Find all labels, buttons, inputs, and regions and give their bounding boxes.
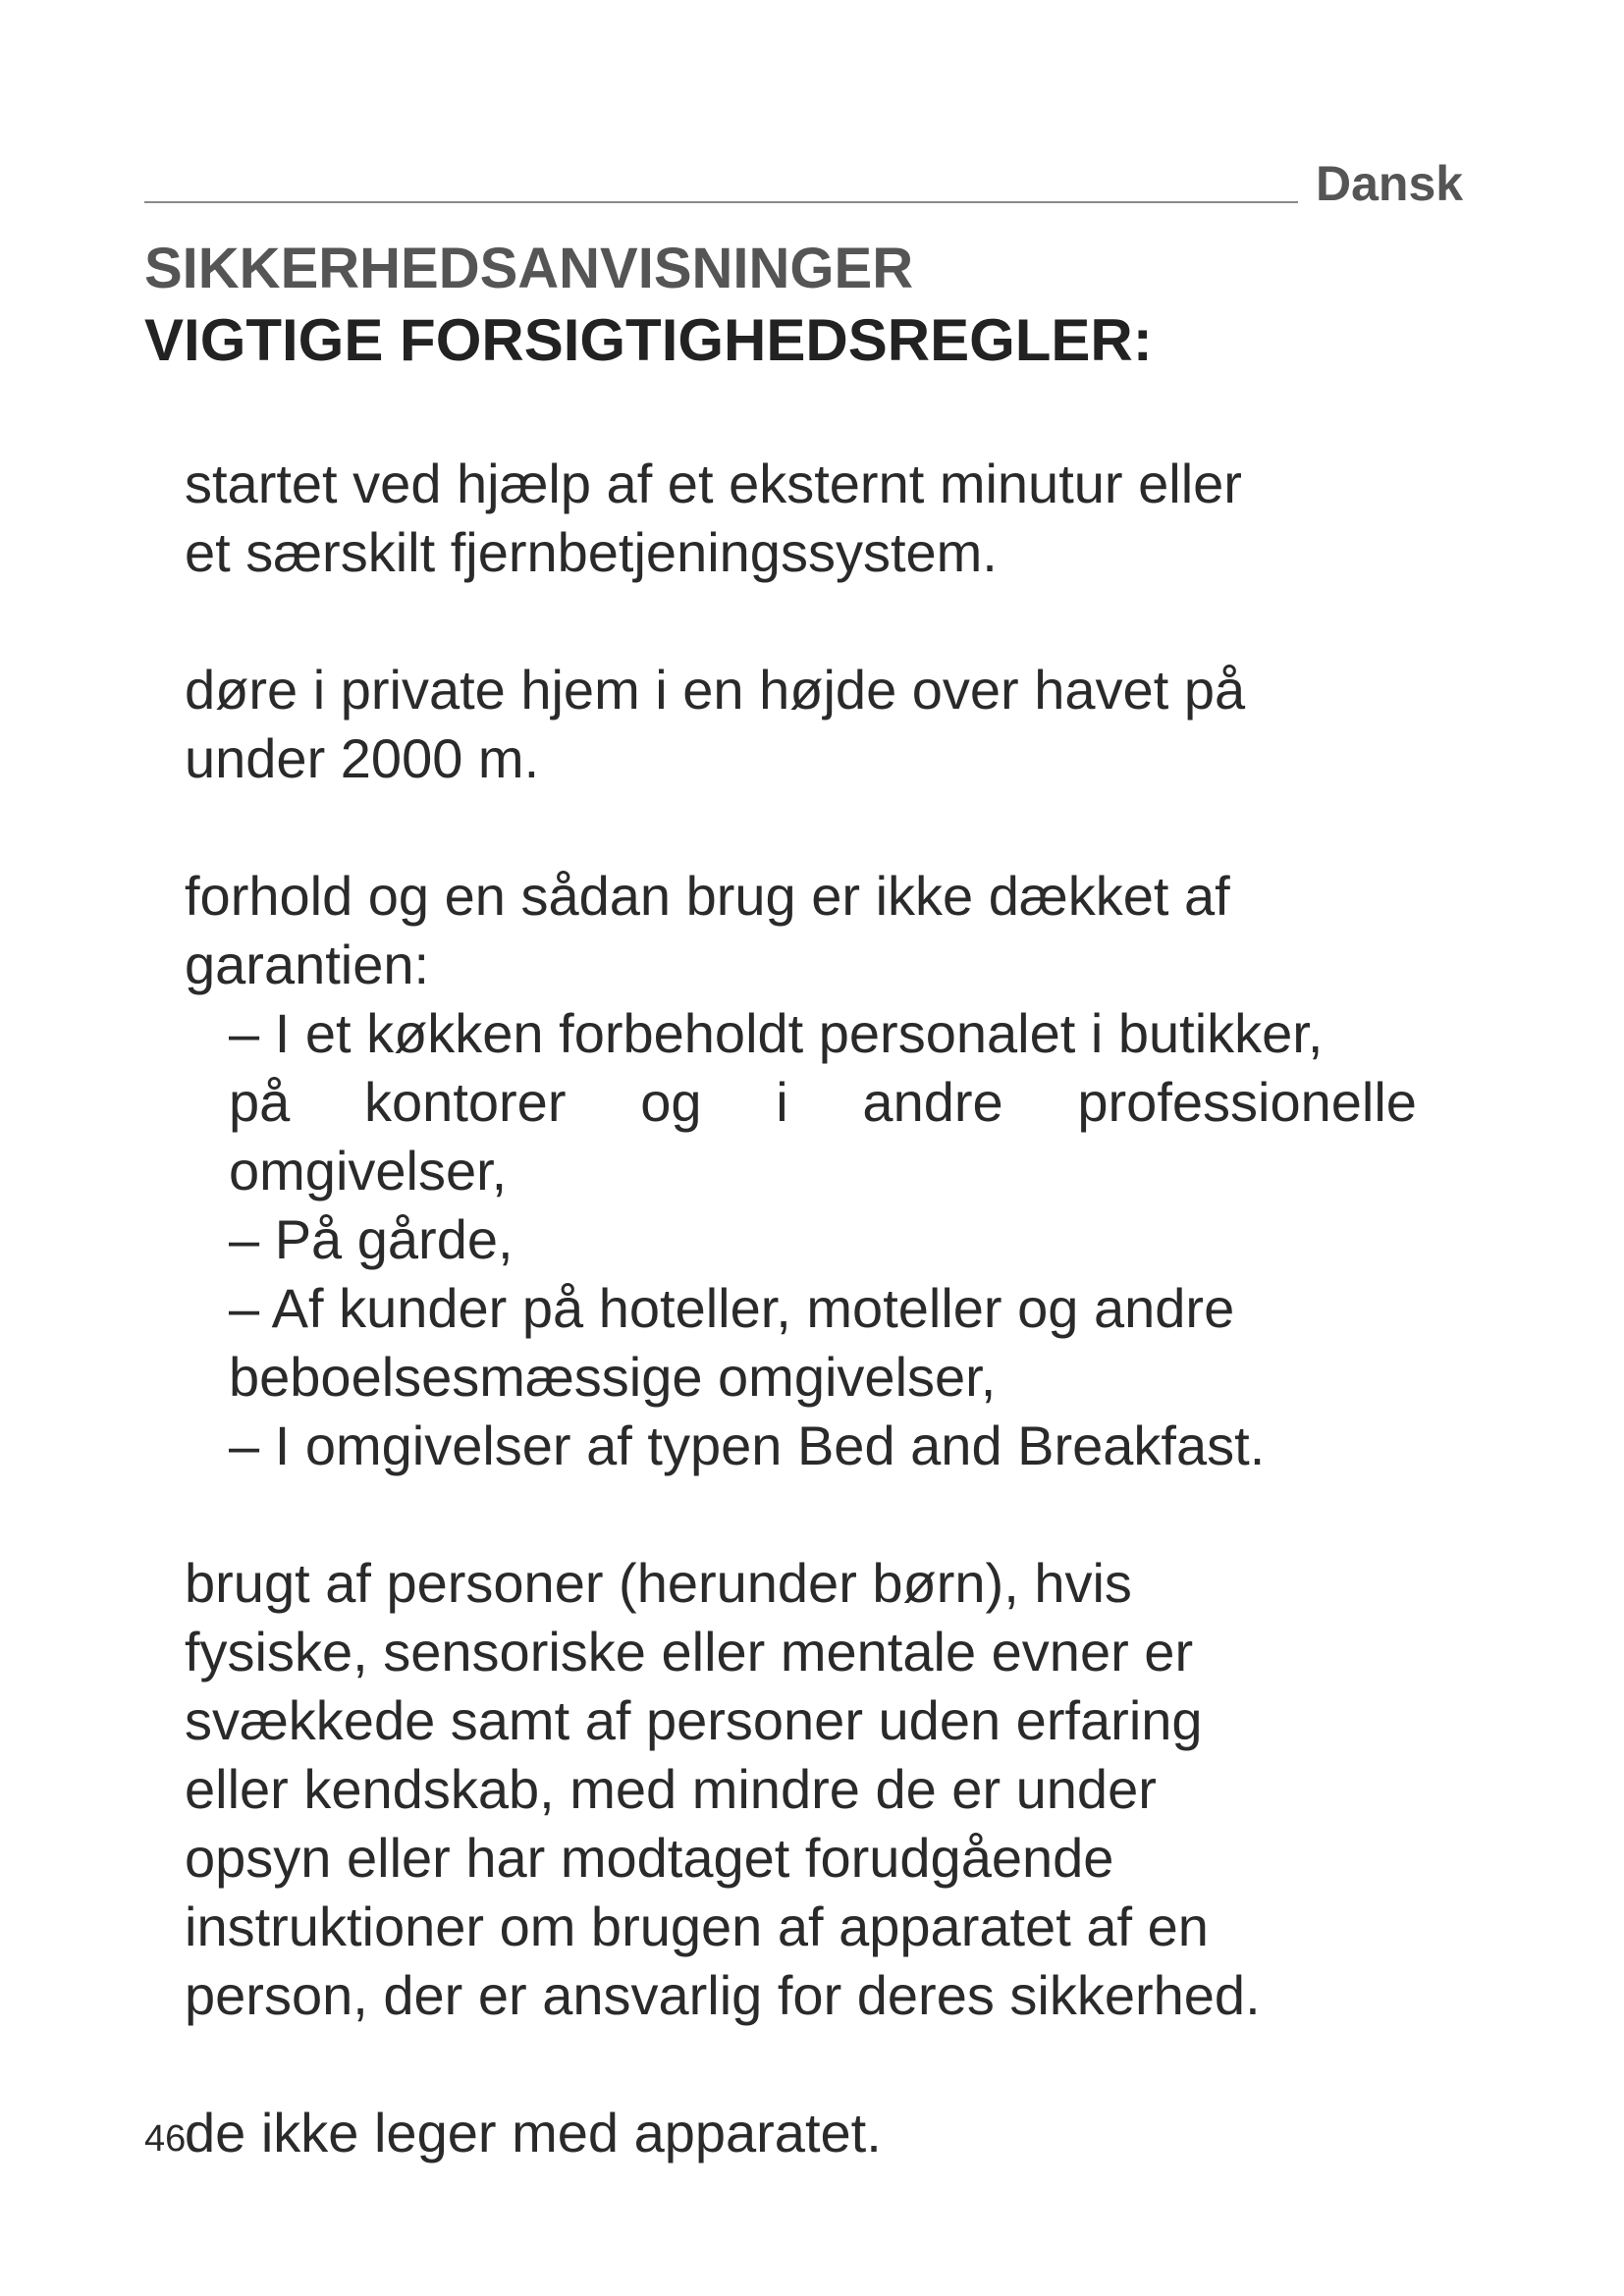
list-item: – På gårde, <box>229 1208 514 1270</box>
text-line: garantien: <box>185 934 430 995</box>
word: andre <box>862 1071 1003 1133</box>
paragraph-5 <box>185 2099 1500 2167</box>
paragraph-4 <box>185 1549 1530 2030</box>
text-line: døre i private hjem i en højde over havet på <box>185 659 1246 721</box>
paragraph-3 <box>185 862 1559 1480</box>
text-line: instruktioner om brugen af apparatet af en <box>185 1896 1209 1957</box>
paragraph-2 <box>185 656 1500 793</box>
text-line: opsyn eller har modtaget forudgående <box>185 1827 1114 1889</box>
header-rule <box>144 201 1298 203</box>
text-line: de ikke leger med apparatet. <box>185 2102 882 2163</box>
text-line: et særskilt fjernbetjeningssystem. <box>185 521 998 583</box>
word: og <box>640 1071 702 1133</box>
paragraph-1 <box>185 450 1500 587</box>
text-line: fysiske, sensoriske eller mentale evner er <box>185 1621 1194 1682</box>
text-line: startet ved hjælp af et eksternt minutur eller <box>185 453 1242 514</box>
word: på <box>229 1071 291 1133</box>
text-line: svækkede samt af personer uden erfaring <box>185 1689 1203 1751</box>
list-item: – I et køkken forbeholdt personalet i butikker, <box>229 1002 1324 1064</box>
word: kontorer <box>364 1071 567 1133</box>
section-subtitle: VIGTIGE FORSIGTIGHEDSREGLER: <box>144 307 1153 373</box>
text-line: forhold og en sådan brug er ikke dækket af <box>185 865 1230 927</box>
word: i <box>776 1071 788 1133</box>
list-item-continuation: beboelsesmæssige omgivelser, <box>229 1346 997 1408</box>
text-line: brugt af personer (herunder børn), hvis <box>185 1552 1132 1614</box>
list-item-continuation <box>185 1068 1559 1137</box>
list-item: – I omgivelser af typen Bed and Breakfast. <box>229 1415 1266 1476</box>
language-label: Dansk <box>1316 156 1464 211</box>
list-item: – Af kunder på hoteller, moteller og andre <box>229 1277 1235 1339</box>
page-number: 46 <box>144 2118 187 2160</box>
list-item-continuation: omgivelser, <box>229 1140 508 1201</box>
text-line: under 2000 m. <box>185 727 540 789</box>
section-title: SIKKERHEDSANVISNINGER <box>144 237 914 300</box>
text-line: person, der er ansvarlig for deres sikkerhed. <box>185 1964 1261 2026</box>
word: professionelle <box>1077 1071 1417 1133</box>
text-line: eller kendskab, med mindre de er under <box>185 1758 1157 1820</box>
